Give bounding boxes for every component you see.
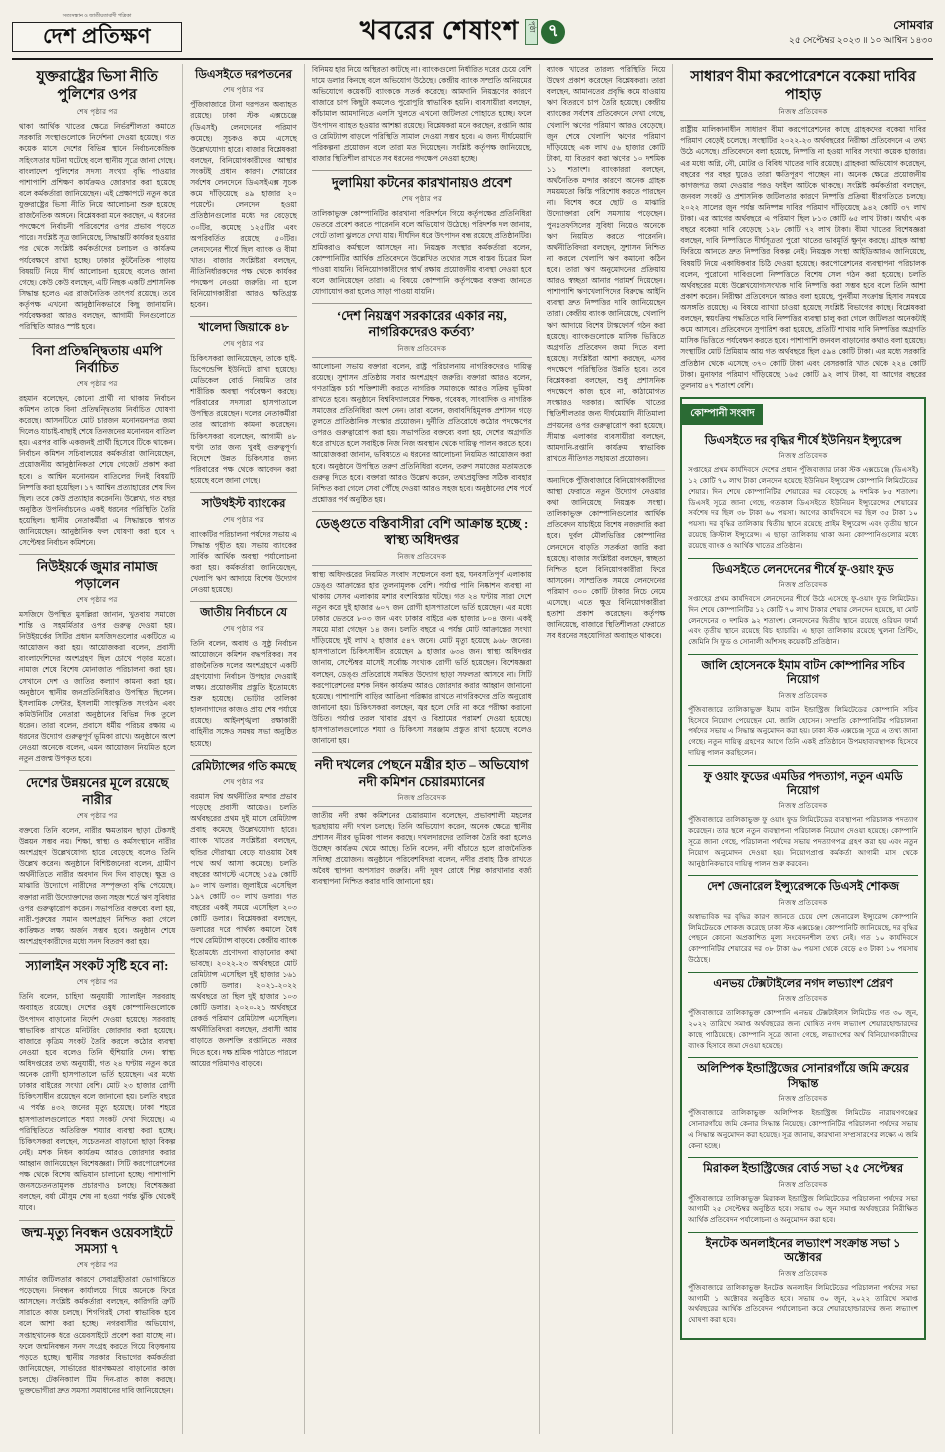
- article-body-birth-death-registration: সার্ভার জটিলতার কারণে সেবাগ্রহীতারা ভোগান্তিতে পড়েছেন। নিবন্ধন কার্যালয়ে গিয়ে অনেকে ফিরে আসছেন। সংশ্লিষ্ট কর্মকর্তারা বলছেন, কারিগরি ত্রুটি সারাতে কাজ চলছে। শিগগিরই সেবা স্বাভাবিক হবে বলে আশা করা হচ্ছে। নগরবাসীর অভিযোগ, সপ্তাহখানেক ধরে ওয়েবসাইটে প্রবেশ করা যাচ্ছে না। ফলে জন্মনিবন্ধন সনদ সংগ্রহ করতে গিয়ে বিড়ম্বনায় পড়তে হচ্ছে। স্থানীয় সরকার বিভাগের কর্মকর্তারা জানিয়েছেন, সার্ভারের ধারণক্ষমতা বাড়ানোর কাজ চলছে। টেকনিক্যাল টিম দিন-রাত কাজ করছে। ভুক্তভোগীরা দ্রুত সমস্যা সমাধানের দাবি জানিয়েছেন।: [19, 1275, 176, 1396]
- byline-staff-reporter: নিজস্ব প্রতিবেদক: [778, 1095, 828, 1104]
- article-body-miracle-industries: পুঁজিবাজারে তালিকাভুক্ত মিরাকল ইন্ডাস্ট্রিজ লিমিটেডের পরিচালনা পর্ষদের সভা আগামী ২৫ সেপ্টেম্বর অনুষ্ঠিত হবে। সভায় ৩০ জুন সমাপ্ত অর্থবছরের নিরীক্ষিত আর্থিক প্রতিবেদন পর্যালোচনা ও অনুমোদন করা হবে।: [688, 1194, 918, 1225]
- headline-mp-elected: বিনা প্রতিদ্বন্দ্বিতায় এমপি নির্বাচিত: [32, 343, 163, 375]
- headline-dengue-slum: ডেঙ্গুতে বস্তিবাসীরা বেশি আক্রান্ত হচ্ছে : স্বাস্থ্য অধিদপ্তর: [315, 516, 529, 548]
- article-body-southeast-bank: ব্যাংকটির পরিচালনা পর্ষদের সভায় এ সিদ্ধান্ত গৃহীত হয়। সভায় ব্যাংকের সার্বিক আর্থিক অবস্থা পর্যালোচনা করা হয়। কর্মকর্তারা জানিয়েছেন, খেলাপি ঋণ আদায়ে বিশেষ উদ্যোগ নেওয়া হয়েছে।: [190, 529, 297, 595]
- article-body-imam-button-secretary: পুঁজিবাজারে তালিকাভুক্ত ইমাম বাটন ইন্ডাস্ট্রিজ লিমিটেডের কোম্পানি সচিব হিসেবে নিয়োগ পেয়েছেন মো. জালি হোসেন। সম্প্রতি কোম্পানিটির পরিচালনা পর্ষদের সভায় এ সিদ্ধান্ত অনুমোদন করা হয়। ঢাকা স্টক এক্সচেঞ্জ সূত্রে এ তথ্য জানা গেছে। নতুন দায়িত্ব গ্রহণের আগে তিনি একই প্রতিষ্ঠানে উপমহাব্যবস্থাপক হিসেবে দায়িত্ব পালন করছিলেন।: [688, 705, 918, 757]
- article-body-continuation-top: বিনিময় হার নিয়ে অস্থিরতা কাটছে না। ব্যাংকগুলো নির্ধারিত দরের চেয়ে বেশি দামে ডলার কিনছে বলে অভিযোগ উঠেছে। কেন্দ্রীয় ব্যাংক সম্প্রতি অনিয়মের অভিযোগে কয়েকটি ব্যাংককে সতর্ক করেছে। আমদানি নিয়ন্ত্রণের কারণে বাজারে চাপ কিছুটা কমলেও পুরোপুরি স্বাভাবিক হয়নি। ব্যবসায়ীরা বলছেন, কাঁচামাল আমদানিতে এলসি খুলতে এখনো জটিলতা পোহাতে হচ্ছে। ফলে উৎপাদন ব্যাহত হওয়ার আশঙ্কা রয়েছে। বিশ্লেষকরা মনে করছেন, রপ্তানি আয় ও রেমিট্যান্স বাড়লে পরিস্থিতি সামাল দেওয়া সম্ভব হবে। এ জন্য দীর্ঘমেয়াদি পরিকল্পনা প্রয়োজন বলে তারা মত দিয়েছেন। সংশ্লিষ্ট কর্তৃপক্ষ জানিয়েছে, বাজার স্থিতিশীল রাখতে সব ধরনের পদক্ষেপ নেওয়া হচ্ছে।: [311, 65, 532, 163]
- byline-staff-reporter: নিজস্ব প্রতিবেদক: [778, 691, 828, 700]
- byline-staff-reporter: নিজস্ব প্রতিবেদক: [680, 106, 926, 121]
- logo-text: দেশ প্রতিক্ষণ: [12, 22, 182, 52]
- divider: [688, 558, 918, 559]
- headline-imam-button-secretary: জালি হোসেনকে ইমাম বাটন কোম্পানির সচিব নিয়োগ: [701, 659, 905, 687]
- byline-continued: শেষ পৃষ্ঠার পর: [76, 978, 118, 987]
- byline-continued: শেষ পৃষ্ঠার পর: [76, 108, 118, 117]
- headline-women-development: দেশের উন্নয়নের মূলে রয়েছে নারীর: [25, 775, 169, 807]
- company-news-item: [688, 1237, 918, 1326]
- headline-envoy-textiles: এনভয় টেক্সটাইলের নগদ লভ্যাংশ প্রেরণ: [713, 977, 893, 990]
- article-body-bank-liquidity: ব্যাংক খাতের তারল্য পরিস্থিতি নিয়ে উদ্বেগ প্রকাশ করেছেন বিশ্লেষকরা। তারা বলছেন, আমানতের প্রবৃদ্ধি কমে যাওয়ায় ঋণ বিতরণে চাপ তৈরি হয়েছে। কেন্দ্রীয় ব্যাংকের সর্বশেষ প্রতিবেদনে দেখা গেছে, খেলাপি ঋণের পরিমাণ আরও বেড়েছে। জুন শেষে খেলাপি ঋণের পরিমাণ দাঁড়িয়েছে এক লাখ ৫৬ হাজার কোটি টাকা, যা বিতরণ করা ঋণের ১০ দশমিক ১১ শতাংশ। ব্যাংকাররা বলছেন, অর্থনৈতিক মন্দার কারণে অনেক গ্রাহক সময়মতো কিস্তি পরিশোধ করতে পারছেন না। বিশেষ করে ছোট ও মাঝারি উদ্যোক্তারা বেশি সমস্যায় পড়েছেন। পুনঃতফসিলের সুবিধা নিয়েও অনেকে ঋণ নিয়মিত করতে পারেননি। অর্থনীতিবিদরা বলছেন, সুশাসন নিশ্চিত না করলে খেলাপি ঋণ কমানো কঠিন হবে। তারা ঋণ অনুমোদনের প্রক্রিয়ায় আরও স্বচ্ছতা আনার পরামর্শ দিয়েছেন। পাশাপাশি ঋণখেলাপিদের বিরুদ্ধে আইনি ব্যবস্থা দ্রুত নিষ্পত্তির দাবি জানিয়েছেন তারা। কেন্দ্রীয় ব্যাংক জানিয়েছে, খেলাপি ঋণ আদায়ে বিশেষ টাস্কফোর্স গঠন করা হয়েছে। ব্যাংকগুলোকে মাসিক ভিত্তিতে অগ্রগতি প্রতিবেদন জমা দিতে বলা হয়েছে। সংশ্লিষ্টরা আশা করছেন, এসব পদক্ষেপে পরিস্থিতির উন্নতি হবে। তবে বিশ্লেষকরা বলছেন, শুধু প্রশাসনিক পদক্ষেপে কাজ হবে না, কাঠামোগত সংস্কারও দরকার। আর্থিক খাতের স্থিতিশীলতার জন্য দীর্ঘমেয়াদি নীতিমালা প্রণয়নের ওপর গুরুত্বারোপ করা হয়েছে। সীমান্ত এলাকার ব্যবসায়ীরা বলছেন, আমদানি-রপ্তানি কার্যক্রম স্বাভাবিক রাখতে নীতিগত সহায়তা প্রয়োজন।: [546, 65, 666, 463]
- article-body-newyork-jumma: মসজিদে উপস্থিত মুসল্লিরা জানান, খুতবায় সমাজে শান্তি ও সহমর্মিতার ওপর গুরুত্ব দেওয়া হয়। নিউইয়র্কের সিটির প্রধান মসজিদগুলোর একটিতে এ আয়োজন করা হয়। আয়োজকরা বলেন, প্রবাসী বাংলাদেশিদের অংশগ্রহণ ছিল চোখে পড়ার মতো। নামাজ শেষে বিশেষ মোনাজাত পরিচালনা করা হয়। সেখানে দেশ ও জাতির কল্যাণ কামনা করা হয়। অনুষ্ঠানে স্থানীয় জনপ্রতিনিধিরাও উপস্থিত ছিলেন। ইসলামিক সেন্টার, ইসলামী সাংস্কৃতিক সংগঠন এবং কমিউনিটির নেতারা অনুষ্ঠানের বিভিন্ন দিক তুলে ধরেন। তারা বলেন, প্রবাসে ধর্মীয় পরিচয় রক্ষায় এ ধরনের উদ্যোগ গুরুত্বপূর্ণ ভূমিকা রাখে। অনুষ্ঠানে অংশ নেওয়া অনেকে বলেন, এমন আয়োজন নিয়মিত হলে নতুন প্রজন্ম উপকৃত হবে।: [19, 609, 176, 764]
- headline-saline-crisis: স্যালাইন সংকট সৃষ্টি হবে না:: [25, 958, 169, 974]
- headline-dse-fall: ডিএসইতে দরপতনের: [195, 69, 292, 81]
- article-body-fuwang-md-resign: পুঁজিবাজারে তালিকাভুক্ত ফু ওয়াং ফুড লিমিটেডের ব্যবস্থাপনা পরিচালক পদত্যাগ করেছেন। তার স্থলে নতুন ব্যবস্থাপনা পরিচালক নিয়োগ দেওয়া হয়েছে। কোম্পানি সূত্রে জানা গেছে, পরিচালনা পর্ষদের সভায় পদত্যাগপত্র গ্রহণ করা হয় এবং নতুন নিয়োগ অনুমোদন দেওয়া হয়। নিয়োগপ্রাপ্ত কর্মকর্তা আগামী মাস থেকে আনুষ্ঠানিকভাবে দায়িত্ব পালন শুরু করবেন।: [688, 816, 918, 868]
- divider: [190, 755, 297, 756]
- divider: [688, 875, 918, 876]
- company-news-box: [680, 397, 926, 1340]
- date-block: [743, 16, 933, 48]
- article-body-dse-fall: পুঁজিবাজারে টানা দরপতন অব্যাহত রয়েছে। ঢাকা স্টক এক্সচেঞ্জে (ডিএসই) লেনদেনের পরিমাণ কমেছে। সূচকও কমে এসেছে উল্লেখযোগ্য হারে। বাজার বিশ্লেষকরা বলছেন, বিনিয়োগকারীদের আস্থার সংকটই প্রধান কারণ। শেয়ারের সর্বশেষ লেনদেনে ডিএসইএক্স সূচক কমে দাঁড়িয়েছে ৪৯ হাজার ২০ পয়েন্টে। লেনদেন হওয়া প্রতিষ্ঠানগুলোর মধ্যে দর বেড়েছে ৩০টির, কমেছে ১২৫টির এবং অপরিবর্তিত রয়েছে ৫০টির। লেনদেনের শীর্ষে ছিল ব্যাংক ও বীমা খাত। বাজার সংশ্লিষ্টরা বলছেন, নীতিনির্ধারকদের পক্ষ থেকে কার্যকর পদক্ষেপ নেওয়া জরুরি। না হলে বিনিয়োগকারীরা আরও ক্ষতিগ্রস্ত হবেন।: [190, 100, 297, 310]
- article-body-women-development: বক্তব্যে তিনি বলেন, নারীর ক্ষমতায়ন ছাড়া টেকসই উন্নয়ন সম্ভব নয়। শিক্ষা, স্বাস্থ্য ও কর্মসংস্থানে নারীর অংশগ্রহণ উল্লেখযোগ্য হারে বেড়েছে বলেও তিনি উল্লেখ করেন। অনুষ্ঠানে বিশিষ্টজনেরা বলেন, গ্রামীণ অর্থনীতিতে নারীর অবদান দিন দিন বাড়ছে। ক্ষুদ্র ও মাঝারি উদ্যোগে নারীদের সম্পৃক্ততা বৃদ্ধি পেয়েছে। বক্তারা নারী উদ্যোক্তাদের জন্য সহজ শর্তে ঋণ সুবিধার ওপর গুরুত্বারোপ করেন। সভাপতির বক্তব্যে বলা হয়, নারী-পুরুষের সমান অংশগ্রহণ নিশ্চিত করা গেলে কাঙ্ক্ষিত লক্ষ্য অর্জন সম্ভব হবে। অনুষ্ঠান শেষে অংশগ্রহণকারীদের মধ্যে সনদ বিতরণ করা হয়।: [19, 825, 176, 946]
- company-news-label: কোম্পানী সংবাদ: [682, 404, 762, 425]
- headline-fuwang-md-resign: ফু ওয়াং ফুডের এমডির পদত্যাগ, নতুন এমডি নিয়োগ: [703, 770, 903, 798]
- divider: [19, 770, 175, 771]
- divider: [688, 765, 918, 766]
- byline-staff-reporter: নিজস্ব প্রতিবেদক: [312, 343, 532, 358]
- article-body-insurance-claims: রাষ্ট্রীয় মালিকানাধীন সাধারণ বীমা করপোরেশনের কাছে গ্রাহকদের বকেয়া দাবির পরিমাণ বেড়েই চলেছে। সংস্থাটির ২০২২-২৩ অর্থবছরের নিরীক্ষা প্রতিবেদনে এ তথ্য উঠে এসেছে। প্রতিবেদনে বলা হয়েছে, নিষ্পত্তি না হওয়া দাবির সংখ্যা কয়েক হাজার। এর মধ্যে অগ্নি, নৌ, মোটর ও বিবিধ খাতের দাবি রয়েছে। গ্রাহকরা অভিযোগ করেছেন, বছরের পর বছর ঘুরেও তারা ক্ষতিপূরণ পাচ্ছেন না। অনেক ক্ষেত্রে প্রয়োজনীয় কাগজপত্র জমা দেওয়ার পরও ফাইল আটকে থাকছে। সংশ্লিষ্ট কর্মকর্তারা বলছেন, জনবল সংকট ও প্রশাসনিক জটিলতার কারণে নিষ্পত্তি প্রক্রিয়া ধীরগতিতে চলছে। ২০২২ সালের জুন পর্যন্ত অনিষ্পন্ন দাবির পরিমাণ দাঁড়িয়েছে ৯৪২ কোটি ৩৭ লাখ টাকা। এর আগের অর্থবছরে এ পরিমাণ ছিল ৮১৩ কোটি ৬৫ লাখ টাকা। অর্থাৎ এক বছরে বকেয়া দাবি বেড়েছে ১২৮ কোটি ৭২ লাখ টাকা। বীমা খাতের বিশেষজ্ঞরা বলছেন, দাবি নিষ্পত্তিতে দীর্ঘসূত্রতা পুরো খাতের ভাবমূর্তি ক্ষুণ্ন করছে। গ্রাহক আস্থা ফিরিয়ে আনতে দ্রুত নিষ্পত্তির বিকল্প নেই। নিয়ন্ত্রক সংস্থা আইডিআরএ জানিয়েছে, বিষয়টি নিয়ে একাধিকবার চিঠি দেওয়া হয়েছে। করপোরেশনের ব্যবস্থাপনা পরিচালক বলেন, পুরোনো দাবিগুলো নিষ্পত্তিতে বিশেষ সেল গঠন করা হয়েছে। চলতি অর্থবছরের মধ্যে উল্লেখযোগ্যসংখ্যক দাবি নিষ্পত্তি করা সম্ভব হবে বলে তিনি আশা প্রকাশ করেন। নিরীক্ষা প্রতিবেদনে আরও বলা হয়েছে, পুনর্বীমা সংক্রান্ত হিসাব সমন্বয়ে অসঙ্গতি রয়েছে। এ বিষয়ে ব্যাখ্যা চাওয়া হয়েছে সংশ্লিষ্ট বিভাগের কাছে। বিশ্লেষকরা বলছেন, স্বয়ংক্রিয় পদ্ধতিতে দাবি নিষ্পত্তির ব্যবস্থা চালু করা গেলে জটিলতা অনেকটাই কমে আসবে। প্রতিবেদনে সুপারিশ করা হয়েছে, প্রতিটি শাখায় দাবি নিষ্পত্তির অগ্রগতি মাসিক ভিত্তিতে পর্যবেক্ষণ করতে হবে। পাশাপাশি জনবল বাড়ানোর কথাও বলা হয়েছে। সংস্থাটির মোট প্রিমিয়াম আয় গত অর্থবছরে ছিল ৫৯৪ কোটি টাকা। এর মধ্যে সরকারি প্রতিষ্ঠান থেকে এসেছে ৩৭০ কোটি টাকা এবং বেসরকারি খাত থেকে ২২৪ কোটি টাকা। মুনাফার পরিমাণ দাঁড়িয়েছে ১৬৫ কোটি ৯২ লাখ টাকা, যা আগের বছরের তুলনায় ৪৭ শতাংশ বেশি।: [680, 125, 926, 390]
- headline-birth-death-registration: জন্ম-মৃত্যু নিবন্ধন ওয়েবসাইটে সমস্যা ৭: [21, 1224, 173, 1256]
- article-body-capital-market: অন্যদিকে পুঁজিবাজারে বিনিয়োগকারীদের আস্থা ফেরাতে নতুন উদ্যোগ নেওয়ার কথা জানিয়েছে নিয়ন্ত্রক সংস্থা। তালিকাভুক্ত কোম্পানিগুলোর আর্থিক প্রতিবেদন যাচাইয়ে বিশেষ নজরদারি করা হবে। দুর্বল মৌলভিত্তির কোম্পানির লেনদেনে বাড়তি সতর্কতা জারি করা হয়েছে। বাজার সংশ্লিষ্টরা বলছেন, স্বচ্ছতা নিশ্চিত হলে বিনিয়োগকারীরা ফিরে আসবেন। সাম্প্রতিক সময়ে লেনদেনের পরিমাণ ৩০০ কোটি টাকার নিচে নেমে এসেছে। এতে ক্ষুদ্র বিনিয়োগকারীরা হতাশা প্রকাশ করেছেন। কর্তৃপক্ষ জানিয়েছে, বাজারে স্থিতিশীলতা ফেরাতে সব ধরনের সহযোগিতা অব্যাহত থাকবে।: [546, 475, 666, 641]
- article-body-river-grabbing: জাতীয় নদী রক্ষা কমিশনের চেয়ারম্যান বলেছেন, প্রভাবশালী মহলের ছত্রছায়ায় নদী দখল চলছে। তিনি অভিযোগ করেন, অনেক ক্ষেত্রে স্থানীয় প্রশাসন নীরব ভূমিকা পালন করছে। দখলদারদের তালিকা তৈরি করা হলেও উচ্ছেদ কার্যক্রম থেমে আছে। তিনি বলেন, নদী বাঁচাতে হলে রাজনৈতিক সদিচ্ছা প্রয়োজন। অনুষ্ঠানে পরিবেশবিদরা বলেন, নদীর প্রবাহ ঠিক রাখতে অবৈধ স্থাপনা অপসারণ জরুরি। নদী দূষণ রোধে শিল্প কারখানার বর্জ্য ব্যবস্থাপনা নিশ্চিত করার দাবি জানানো হয়।: [311, 810, 532, 887]
- byline-continued: শেষ পৃষ্ঠার পর: [223, 86, 264, 95]
- article-body-desh-general-insurance: অস্বাভাবিক দর বৃদ্ধির কারণ জানতে চেয়ে দেশ জেনারেল ইন্স্যুরেন্স কোম্পানি লিমিটেডকে শোকজ করেছে ঢাকা স্টক এক্সচেঞ্জ। কোম্পানিটি জানিয়েছে, দর বৃদ্ধির পেছনে কোনো অপ্রকাশিত মূল্য সংবেদনশীল তথ্য নেই। গত ১০ কার্যদিবসে কোম্পানিটির শেয়ারের দর ৩৮ টাকা ৬০ পয়সা থেকে বেড়ে ৫৩ টাকা ১০ পয়সায় উঠেছে।: [688, 912, 918, 965]
- company-news-item: [688, 434, 918, 552]
- company-news-item: [688, 659, 918, 759]
- article-body-envoy-textiles: পুঁজিবাজারে তালিকাভুক্ত কোম্পানি এনভয় টেক্সটাইলস লিমিটেড গত ৩০ জুন, ২০২২ তারিখে সমাপ্ত অর্থবছরের জন্য ঘোষিত নগদ লভ্যাংশ শেয়ারহোল্ডারদের কাছে পাঠিয়েছে। কোম্পানি সূত্রে জানা গেছে, লভ্যাংশের অর্থ বিনিয়োগকারীদের ব্যাংক হিসাবে জমা দেওয়া হয়েছে।: [688, 1009, 918, 1050]
- divider: [688, 654, 918, 655]
- newspaper-logo: [12, 13, 182, 52]
- byline-continued: শেষ পৃষ্ঠার পর: [76, 595, 118, 604]
- byline-staff-reporter: নিজস্ব প্রতিবেদক: [312, 792, 532, 807]
- divider: [688, 972, 918, 973]
- article-body-remittance: বরমাস বিশ্ব অর্থনীতির মন্দার প্রভাব পড়েছে প্রবাসী আয়েও। চলতি অর্থবছরের প্রথম দুই মাসে রেমিট্যান্স প্রবাহ কমেছে উল্লেখযোগ্য হারে। ব্যাংক খাতের সংশ্লিষ্টরা বলছেন, হুন্ডির দৌরাত্ম্য বেড়ে যাওয়ায় বৈধ পথে অর্থ আসা কমেছে। চলতি বছরের আগস্টে এসেছে ১৫৯ কোটি ৯০ লাখ ডলার। জুলাইয়ে এসেছিল ১৯৭ কোটি ৩০ লাখ ডলার। গত বছরের একই সময়ে এসেছিল ২০৩ কোটি ডলার। বিশ্লেষকরা বলছেন, ডলারের দরে পার্থক্য কমালে বৈধ পথে রেমিট্যান্স বাড়বে। কেন্দ্রীয় ব্যাংক ইতোমধ্যে প্রণোদনা বাড়ানোর কথা ভাবছে। ২০২২-২৩ অর্থবছরে মোট রেমিট্যান্স এসেছিল দুই হাজার ১৬১ কোটি ডলার। ২০২১-২০২২ অর্থবছরে তা ছিল দুই হাজার ১০৩ কোটি ডলার। ২০২০-২১ অর্থবছরে রেকর্ড পরিমাণ রেমিট্যান্স এসেছিল। অর্থনীতিবিদরা বলছেন, প্রবাসী আয় বাড়াতে জনশক্তি রপ্তানিতে নজর দিতে হবে। দক্ষ শ্রমিক পাঠাতে পারলে আয়ের পরিমাণও বাড়বে।: [190, 792, 297, 1068]
- divider: [190, 601, 297, 602]
- date-line: ২৫ সেপ্টেম্বর ২০২৩ ॥ ১০ আশ্বিন ১৪৩০: [788, 35, 933, 46]
- company-news-item: [688, 977, 918, 1052]
- divider: [312, 511, 532, 512]
- company-news-item: [688, 563, 918, 648]
- article-body-intech-online: পুঁজিবাজারে তালিকাভুক্ত ইনটেক অনলাইন লিমিটেডের পরিচালনা পর্ষদের সভা আগামী ১ অক্টোবর অনুষ্ঠিত হবে। সভায় ৩০ জুন, ২০২২ তারিখে সমাপ্ত অর্থবছরের আর্থিক প্রতিবেদন পর্যালোচনা করে শেয়ারহোল্ডারদের জন্য লভ্যাংশ ঘোষণা করা হবে।: [688, 1283, 918, 1325]
- headline-country-control: ‘দেশ নিয়ন্ত্রণ সরকারের একার নয়, নাগরিকদেরও কর্তব্য’: [336, 308, 507, 340]
- headline-visa-policy: যুক্তরাষ্ট্রের ভিসা নীতি পুলিশের ওপর: [36, 69, 158, 104]
- page-badge: [525, 19, 565, 45]
- section-title: খবরের শেষাংশ: [359, 16, 520, 45]
- divider: [688, 1157, 918, 1158]
- section-header: [182, 10, 743, 54]
- divider: [688, 1232, 918, 1233]
- weekday: সোমবার: [893, 18, 933, 33]
- masthead: [12, 10, 933, 60]
- headline-fuwang-food: ডিএসইতে লেনদেনের শীর্ষে ফু-ওয়াং ফুড: [712, 563, 894, 576]
- headline-remittance: রেমিট্যান্সের গতি কমছে: [191, 760, 296, 773]
- headline-union-insurance: ডিএসইতে দর বৃদ্ধির শীর্ষে ইউনিয়ন ইন্স্যুরেন্স: [704, 434, 902, 447]
- article-body-saline-crisis: তিনি বলেন, চাহিদা অনুযায়ী স্যালাইন সরবরাহ অব্যাহত রয়েছে। দেশের ওষুধ কোম্পানিগুলোকে উৎপাদন বাড়ানোর নির্দেশ দেওয়া হয়েছে। সরবরাহ স্বাভাবিক রাখতে মনিটরিং জোরদার করা হয়েছে। বাজারে কৃত্রিম সংকট তৈরি করলে কঠোর ব্যবস্থা নেওয়া হবে বলেও তিনি হুঁশিয়ারি দেন। স্বাস্থ্য অধিদপ্তরের তথ্য অনুযায়ী, গত ২৪ ঘণ্টায় নতুন করে অনেক রোগী হাসপাতালে ভর্তি হয়েছেন। এর মধ্যে ঢাকার বাইরের সংখ্যা বেশি। মোট ২৩ হাজার রোগী চিকিৎসাধীন রয়েছেন বলে জানানো হয়। চলতি বছরে এ পর্যন্ত ৪৩২ জনের মৃত্যু হয়েছে। ঢাকা শহরে হাসপাতালগুলোতে শয্যা সংকট দেখা দিয়েছে। এ পরিস্থিতিতে অতিরিক্ত শয্যার ব্যবস্থা করা হচ্ছে। চিকিৎসকরা বলছেন, সচেতনতা বাড়ানো ছাড়া বিকল্প নেই। মশক নিধন কার্যক্রম আরও জোরদার করার আহ্বান জানিয়েছেন বিশেষজ্ঞরা। সিটি করপোরেশনের পক্ষ থেকে বিশেষ অভিযান চালানো হচ্ছে। পাশাপাশি জনসচেতনতামূলক প্রচারণাও চলছে। বিশেষজ্ঞরা বলছেন, বর্ষা মৌসুম শেষ না হওয়া পর্যন্ত ঝুঁকি থেকেই যাবে।: [19, 992, 176, 1213]
- headline-desh-general-insurance: দেশ জেনারেল ইন্স্যুরেন্সকে ডিএসই শোকজ: [707, 881, 900, 894]
- headline-khaleda-48: খালেদা জিয়াকে ৪৮: [198, 322, 289, 335]
- divider: [312, 303, 532, 304]
- byline-continued: শেষ পৃষ্ঠার পর: [223, 778, 264, 787]
- byline-staff-reporter: নিজস্ব প্রতিবেদক: [778, 452, 828, 461]
- byline-continued: শেষ পৃষ্ঠার পর: [76, 811, 118, 820]
- divider: [19, 554, 175, 555]
- article-body-dengue-slum: স্বাস্থ্য অধিদপ্তরের নিয়মিত সংবাদ সম্মেলনে বলা হয়, ঘনবসতিপূর্ণ এলাকায় ডেঙ্গু আক্রান্তের হার তুলনামূলক বেশি। পর্যাপ্ত পানি নিষ্কাশন ব্যবস্থা না থাকায় সেসব এলাকায় মশার বংশবিস্তার ঘটছে। গত ২৪ ঘণ্টায় সারা দেশে নতুন করে দুই হাজার ৬০৭ জন রোগী হাসপাতালে ভর্তি হয়েছেন। এর মধ্যে ঢাকার ভেতরে ৮০৩ জন এবং ঢাকার বাইরে এক হাজার ৮০৪ জন। একই সময়ে মারা গেছেন ১৪ জন। চলতি বছরে এ পর্যন্ত মোট আক্রান্তের সংখ্যা দাঁড়িয়েছে দুই লাখ ২ হাজার ৫৪৭ জনে। মোট মৃত্যু হয়েছে ৯৬৮ জনের। হাসপাতালে চিকিৎসাধীন রয়েছেন ৯ হাজার ৬৩৪ জন। স্বাস্থ্য অধিদপ্তর জানায়, সেপ্টেম্বর মাসেই সর্বোচ্চ সংখ্যক রোগী ভর্তি হয়েছেন। বিশেষজ্ঞরা বলছেন, ডেঙ্গু প্রতিরোধে সমন্বিত উদ্যোগ ছাড়া সফলতা আসবে না। সিটি করপোরেশনের মশক নিধন কার্যক্রম আরও জোরদার করার আহ্বান জানানো হয়েছে। পাশাপাশি বাড়ির আঙিনা পরিষ্কার রাখতে নাগরিকদের প্রতি অনুরোধ জানানো হয়। চিকিৎসকরা বলছেন, জ্বর হলে দেরি না করে পরীক্ষা করানো উচিত। পর্যাপ্ত তরল খাবার গ্রহণ ও বিশ্রামের পরামর্শ দেওয়া হয়েছে। হাসপাতালগুলোতে শয্যা ও চিকিৎসা সরঞ্জাম প্রস্তুত রাখা হয়েছে বলেও জানানো হয়।: [311, 569, 532, 746]
- article-body-fuwang-food: সপ্তাহের প্রথম কার্যদিবসে লেনদেনের শীর্ষে উঠে এসেছে ফু-ওয়াং ফুড লিমিটেড। দিন শেষে কোম্পানিটির ১২ কোটি ৭০ লাখ টাকার শেয়ার লেনদেন হয়েছে, যা মোট লেনদেনের ৩ দশমিক ৯২ শতাংশ। লেনদেনের দ্বিতীয় স্থানে রয়েছে ওরিয়ন ফার্মা এবং তৃতীয় স্থানে রয়েছে বিচ হ্যাচারি। এ ছাড়া তালিকায় রয়েছে খুলনা প্রিন্টিং, জেমিনি সি ফুড ও সোনালী আঁশসহ কয়েকটি প্রতিষ্ঠান।: [688, 595, 918, 647]
- headline-intech-online: ইনটেক অনলাইনের লভ্যাংশ সংক্রান্ত সভা ১ অক্টোবর: [705, 1238, 901, 1265]
- byline-staff-reporter: নিজস্ব প্রতিবেদক: [778, 898, 828, 907]
- divider: [190, 316, 297, 317]
- byline-staff-reporter: নিজস্ব প্রতিবেদক: [778, 1269, 828, 1278]
- page-label: পৃষ্ঠা: [525, 19, 538, 45]
- column-4: [540, 64, 674, 1434]
- company-news-item: [688, 880, 918, 965]
- article-body-union-insurance: সপ্তাহের প্রথম কার্যদিবসে দেশের প্রধান পুঁজিবাজার ঢাকা স্টক এক্সচেঞ্জে (ডিএসই) ১২ কোটি ৭০ লাখ টাকা লেনদেন হয়েছে ইউনিয়ন ইন্স্যুরেন্স কোম্পানি লিমিটেডের শেয়ার। দিন শেষে কোম্পানিটির শেয়ারের দর বেড়েছে ৯ দশমিক ৮৫ শতাংশ। ডিএসই সূত্রে জানা গেছে, গতকাল ডিএসইতে ইউনিয়ন ইন্স্যুরেন্সের শেয়ারের সর্বশেষ দর ছিল ৩৮ টাকা ৬০ পয়সা। আগের কার্যদিবসে দর ছিল ৩৫ টাকা ১০ পয়সা। দর বৃদ্ধির তালিকায় দ্বিতীয় স্থানে রয়েছে প্রাইম ইন্স্যুরেন্স এবং তৃতীয় স্থানে রয়েছে ক্রিস্টাল ইন্স্যুরেন্স। এ ছাড়া তালিকায় থাকা অন্য কোম্পানিগুলোর মধ্যে রয়েছে ব্যাংক ও আর্থিক খাতের প্রতিষ্ঠান।: [688, 466, 918, 550]
- headline-national-election: জাতীয় নির্বাচনে যে: [200, 607, 288, 620]
- headline-newyork-jumma: নিউইয়র্কে জুমার নামাজ পড়ালেন: [36, 559, 158, 591]
- column-5: [673, 64, 933, 1434]
- article-body-olympic-industries: পুঁজিবাজারে তালিকাভুক্ত অলিম্পিক ইন্ডাস্ট্রিজ লিমিটেড নারায়ণগঞ্জের সোনারগাঁয়ে জমি কেনার সিদ্ধান্ত নিয়েছে। কোম্পানিটির পরিচালনা পর্ষদের সভায় এ সিদ্ধান্ত অনুমোদন করা হয়েছে। সূত্র জানায়, কারখানা সম্প্রসারণের লক্ষ্যে এ জমি কেনা হচ্ছে।: [688, 1109, 918, 1150]
- byline-continued: শেষ পৃষ্ঠার পর: [223, 339, 264, 348]
- divider: [19, 1220, 175, 1221]
- column-container: [12, 64, 933, 1434]
- divider: [19, 338, 175, 339]
- divider: [19, 953, 175, 954]
- divider: [312, 170, 532, 171]
- headline-dulamia-cotton: দুলামিয়া কটনের কারখানায়ও প্রবেশ: [331, 174, 512, 190]
- headline-miracle-industries: মিরাকল ইন্ডাস্ট্রিজের বোর্ড সভা ২৫ সেপ্টেম্বর: [703, 1163, 904, 1176]
- company-news-item: [688, 1162, 918, 1226]
- divider: [190, 492, 297, 493]
- company-news-item: [688, 1062, 918, 1151]
- logo-tagline: সত্যসন্ধান ও জাতীয়তাবাদী পত্রিকা: [62, 13, 132, 19]
- byline-continued: শেষ পৃষ্ঠার পর: [223, 515, 264, 524]
- article-body-khaleda-48: চিকিৎসকরা জানিয়েছেন, তাকে হাই-ডিপেন্ডেন্সি ইউনিটে রাখা হয়েছে। মেডিকেল বোর্ড নিয়মিত তার শারীরিক অবস্থা পর্যবেক্ষণ করছে। পরিবারের সদস্যরা হাসপাতালে উপস্থিত রয়েছেন। দলের নেতাকর্মীরা তার আরোগ্য কামনা করেছেন। চিকিৎসকরা বলেছেন, আগামী ৪৮ ঘণ্টা তার জন্য খুবই গুরুত্বপূর্ণ। বিদেশে উন্নত চিকিৎসার জন্য পরিবারের পক্ষ থেকে আবেদন করা হয়েছে বলে জানা গেছে।: [190, 353, 297, 486]
- article-body-country-control: আলোচনা সভায় বক্তারা বলেন, রাষ্ট্র পরিচালনায় নাগরিকদেরও দায়িত্ব রয়েছে। সুশাসন প্রতিষ্ঠায় সবার অংশগ্রহণ জরুরি। বক্তারা আরও বলেন, গণতান্ত্রিক চর্চা শক্তিশালী করতে নাগরিক সমাজকে আরও সক্রিয় ভূমিকা রাখতে হবে। অনুষ্ঠানে বিশ্ববিদ্যালয়ের শিক্ষক, গবেষক, সাংবাদিক ও নাগরিক সমাজের প্রতিনিধিরা অংশ নেন। তারা বলেন, জবাবদিহিমূলক প্রশাসন গড়ে তুলতে প্রাতিষ্ঠানিক সংস্কার প্রয়োজন। দুর্নীতি প্রতিরোধে কঠোর পদক্ষেপের ওপরও গুরুত্বারোপ করা হয়। সভাপতির বক্তব্যে বলা হয়, দেশের অগ্রগতি ধরে রাখতে হলে সবাইকে নিজ নিজ অবস্থান থেকে দায়িত্ব পালন করতে হবে। আয়োজকরা জানান, ভবিষ্যতে এ ধরনের আলোচনা নিয়মিত আয়োজন করা হবে। অনুষ্ঠানে উপস্থিত তরুণ প্রতিনিধিরা বলেন, তরুণ সমাজের মতামতকে গুরুত্ব দিতে হবে। বক্তারা আরও উল্লেখ করেন, তথ্যপ্রযুক্তির সঠিক ব্যবহার নিশ্চিত করা গেলে সেবা পৌঁছে দেওয়া আরও সহজ হবে। অনুষ্ঠানের শেষ পর্বে প্রশ্নোত্তর পর্ব অনুষ্ঠিত হয়।: [311, 361, 532, 504]
- byline-continued: শেষ পৃষ্ঠার পর: [76, 379, 118, 388]
- byline-continued: শেষ পৃষ্ঠার পর: [223, 624, 264, 633]
- company-news-item: [688, 770, 918, 870]
- byline-staff-reporter: নিজস্ব প্রতিবেদক: [778, 802, 828, 811]
- headline-insurance-claims: সাধারণ বীমা করপোরেশনে বকেয়া দাবির পাহাড়: [690, 69, 916, 104]
- headline-southeast-bank: সাউথইস্ট ব্যাংকের: [201, 498, 286, 511]
- article-body-mp-elected: রহমান বলেছেন, কোনো প্রার্থী না থাকায় নির্বাচন কমিশন তাকে বিনা প্রতিদ্বন্দ্বিতায় নির্বাচিত ঘোষণা করেছে। আসনটিতে মোট চারজন মনোনয়নপত্র জমা দিলেও যাচাই-বাছাই শেষে তিনজনের মনোনয়ন বাতিল হয়। এরপর বাকি একজনই প্রার্থী হিসেবে টিকে থাকেন। নির্বাচন কমিশন সচিবালয়ের কর্মকর্তারা জানিয়েছেন, প্রয়োজনীয় আনুষ্ঠানিকতা শেষে গেজেট প্রকাশ করা হবে। ৪ আশ্বিন মনোনয়ন বাতিলের দিনই বিষয়টি নিষ্পত্তি করা হয়েছিল। ১৭ আশ্বিন প্রত্যাহারের শেষ দিন ছিল। তবে কেউ প্রত্যাহার করেননি। উল্লেখ্য, গত বছর অনুষ্ঠিত উপনির্বাচনেও একই ধরনের পরিস্থিতি তৈরি হয়েছিল। স্থানীয় নেতাকর্মীরা এ সিদ্ধান্তকে স্বাগত জানিয়েছেন। আনুষ্ঠানিক ফল ঘোষণা করা হবে ৭ সেপ্টেম্বর নির্বাচন কমিশনে।: [19, 393, 176, 548]
- byline-continued: শেষ পৃষ্ঠার পর: [401, 195, 443, 204]
- page-number: ৭: [541, 20, 565, 44]
- column-1: [12, 64, 183, 1434]
- byline-continued: শেষ পৃষ্ঠার পর: [76, 1261, 118, 1270]
- divider: [312, 752, 532, 753]
- byline-staff-reporter: নিজস্ব প্রতিবেদক: [778, 1180, 828, 1189]
- article-body-visa-policy: থাকা আর্থিক খাতের ক্ষেত্রে নির্ভরশীলতা কমাতে সরকারি সংস্থাগুলোকে নির্দেশনা দেওয়া হয়েছে। গত কয়েক মাসে দেশের বিভিন্ন স্থানে নির্বাচনকেন্দ্রিক সহিংসতার ঘটনা ঘটেছে বলে স্থানীয় সূত্রে জানা গেছে। বাংলাদেশ পুলিশের সদস্য সংখ্যা বৃদ্ধি পাওয়ার পাশাপাশি প্রশিক্ষণ কার্যক্রমও জোরদার করা হয়েছে বলে কর্মকর্তারা জানিয়েছেন। এই প্রেক্ষাপটে নতুন করে যুক্তরাষ্ট্রের ভিসা নীতি নিয়ে আলোচনা শুরু হয়েছে রাজনৈতিক অঙ্গনে। বিশ্লেষকরা মনে করছেন, এ ধরনের পদক্ষেপে নির্বাচনী পরিবেশের ওপর প্রভাব পড়তে পারে। সংশ্লিষ্ট সূত্র জানিয়েছে, সিদ্ধান্তটি কার্যকর হওয়ার পর থেকে সংশ্লিষ্ট কর্মকর্তাদের চলাচল ও কার্যক্রম পর্যবেক্ষণে রাখা হচ্ছে। ঢাকার কূটনৈতিক পাড়ায় বিষয়টি নিয়ে দীর্ঘ আলোচনা হয়েছে বলেও জানা গেছে। কেউ কেউ বলছেন, এটি নিছক একটি প্রশাসনিক সিদ্ধান্ত হলেও এর রাজনৈতিক তাৎপর্য রয়েছে। তবে কর্তৃপক্ষ এখনো আনুষ্ঠানিকভাবে কিছু জানায়নি। পর্যবেক্ষকরা আরও বলছেন, আগামী দিনগুলোতে পরিস্থিতি আরও স্পষ্ট হবে।: [19, 122, 176, 332]
- headline-olympic-industries: অলিম্পিক ইন্ডাস্ট্রিজের সোনারগাঁয়ে জমি ক্রয়ের সিদ্ধান্ত: [697, 1063, 909, 1090]
- divider: [547, 470, 666, 471]
- headline-river-grabbing: নদী দখলের পেছনে মন্ত্রীর হাত – অভিযোগ নদী কমিশন চেয়ারম্যানের: [314, 757, 529, 789]
- divider: [688, 1057, 918, 1058]
- article-body-dulamia-cotton: তালিকাভুক্ত কোম্পানিটির কারখানা পরিদর্শনে গিয়ে কর্তৃপক্ষের প্রতিনিধিরা ভেতরে প্রবেশ করতে পারেননি বলে অভিযোগ উঠেছে। পরিদর্শক দল জানায়, গেটে তালা ঝুলতে দেখা যায়। দীর্ঘদিন ধরে উৎপাদন বন্ধ রয়েছে প্রতিষ্ঠানটির। শ্রমিকরাও কর্মস্থলে আসছেন না। নিয়ন্ত্রক সংস্থার কর্মকর্তারা বলেন, কোম্পানিটির আর্থিক প্রতিবেদনে উল্লেখিত তথ্যের সঙ্গে বাস্তব চিত্রের মিল পাওয়া যায়নি। বিনিয়োগকারীদের স্বার্থ রক্ষায় প্রয়োজনীয় ব্যবস্থা নেওয়া হবে বলে জানিয়েছেন তারা। এ বিষয়ে কোম্পানি কর্তৃপক্ষের বক্তব্য জানতে যোগাযোগ করা হলেও সাড়া পাওয়া যায়নি।: [311, 209, 532, 296]
- byline-staff-reporter: নিজস্ব প্রতিবেদক: [778, 581, 828, 589]
- column-3: [305, 64, 540, 1434]
- column-2: [183, 64, 305, 1434]
- byline-staff-reporter: নিজস্ব প্রতিবেদক: [312, 551, 532, 566]
- byline-staff-reporter: নিজস্ব প্রতিবেদক: [778, 995, 828, 1004]
- article-body-national-election: তিনি বলেন, অবাধ ও সুষ্ঠু নির্বাচন আয়োজনে কমিশন বদ্ধপরিকর। সব রাজনৈতিক দলের অংশগ্রহণে একটি গ্রহণযোগ্য নির্বাচন উপহার দেওয়াই লক্ষ্য। প্রয়োজনীয় প্রস্তুতি ইতোমধ্যে শুরু হয়েছে। ভোটার তালিকা হালনাগাদের কাজও প্রায় শেষ পর্যায়ে রয়েছে। আইনশৃঙ্খলা রক্ষাকারী বাহিনীর সঙ্গেও সমন্বয় সভা অনুষ্ঠিত হয়েছে।: [190, 638, 297, 748]
